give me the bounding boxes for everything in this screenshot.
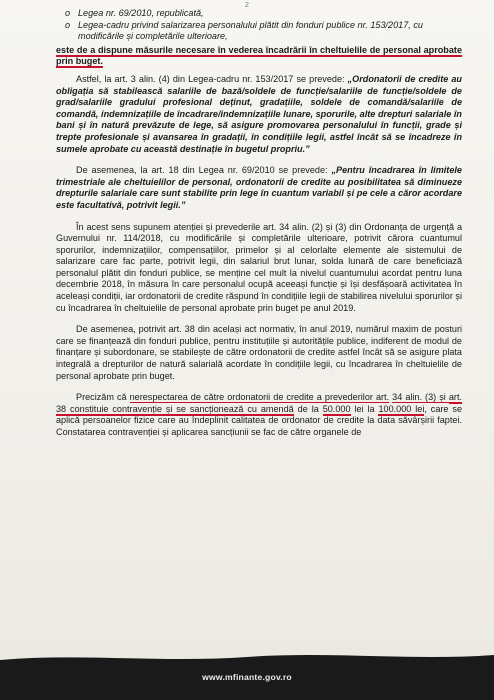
sanction-text-underlined: nerespectarea de către ordonatorii de credite a prevederilor art. (129, 392, 390, 403)
law-list (56, 8, 462, 43)
paragraph-lead: Astfel, la art. 3 alin. (4) din Legea-cadru nr. 153/2017 se prevede: (76, 73, 345, 84)
paragraph-art3 (56, 74, 462, 155)
law-list-item: o Legea-cadru privind salarizarea personalului plătit din fonduri publice nr. 153/2017, cu modificările și completările ulterioare, (78, 20, 462, 43)
law-list-item: o Legea nr. 69/2010, republicată, (78, 8, 462, 20)
footer-bar (0, 660, 494, 700)
paragraph-art38: De asemenea, potrivit art. 38 din același act normativ, în anul 2019, numărul maxim de posturi care se finanțează din fonduri publice, pentru instituțiile și autoritățile publice, indiferent de modul de finanțare și subordonare, se stabilește de către ordonatorii de credite astfel încât să se asigure plata integrală a drepturilor de natură salarială acordate în condițiile legii, cu încadrarea în cheltuielile de personal aprobate prin buget. (56, 324, 462, 381)
paragraph-art18 (56, 165, 462, 211)
sanction-text-underlined: 34 alin. (3) și (392, 392, 449, 403)
intro-conclusion: este de a dispune măsurile necesare în vederea încadrării în cheltuielile de personal aprobate prin buget. (56, 44, 462, 67)
paragraph-art34: În acest sens supunem atenției și prevederile art. 34 alin. (2) și (3) din Ordonanța de urgență a Guvernului nr. 114/2018, cu modificările și completările ulterioare, potrivit cărora cuantumul sporurilor, indemnizațiilor, compensațiilor, primelor și al celorlalte elemente ale sistemului de salarizare care fac parte, potrivit legii, din salariul brut lunar, solda lunară de care beneficiază personalul plătit din fonduri publice, se menține cel mult la nivelul cuantumului acordat pentru luna decembrie 2018, în măsura în care personalul ocupă aceeași funcție și își desfășoară activitatea în aceleași condiții, iar ordonatorii de credite răspund în condițiile legii de stabilirea nivelului sporurilor și cu încadrarea în cheltuielile de personal aprobate prin buget pe anul 2019. (56, 221, 462, 313)
document-body (56, 8, 462, 439)
sanction-text-underlined: art. 38 constituie contravenție și se sancționează cu amendă (56, 392, 462, 414)
page-number: 2 (245, 2, 249, 9)
paragraph-lead: De asemenea, la art. 18 din Legea nr. 69/2010 se prevede: (76, 165, 328, 176)
sanction-text: , care se aplică persoanelor fizice care au îndeplinit calitatea de ordonator de credite la data săvârșirii faptei. Constatarea contravenției și aplicarea sancțiunii se fac de către organele de (56, 403, 462, 437)
quote-art3: „Ordonatorii de credite au obligația să stabilească salariile de bază/soldele de funcție/salariile de funcție/soldele de grad/salariile gradului profesional deținut, gradațiile, soldele de comandă/salariile de comandă, indemnizațiile de încadrare/indemnizațiile lunare, sporurile, alte drepturi salariale în bani și în natură prevăzute de lege, să asigure promovarea personalului în funcții, grade și trepte profesionale și avansarea în gradații, în condițiile legii, astfel încât să se încadreze în sumele aprobate cu această destinație în bugetul propriu.” (56, 73, 462, 154)
quote-art18: „Pentru încadrarea în limitele trimestriale ale cheltuielilor de personal, ordonatorii de credite au posibilitatea să diminueze drepturile salariale care sunt stabilite prin lege în cuantum variabil și pe cele a căror acordare este facultativă, potrivit legii.” (56, 165, 462, 210)
sanction-text: Precizăm că (76, 392, 130, 403)
fine-max-amount: 100.000 lei (378, 403, 425, 414)
paragraph-sanctions (56, 392, 462, 438)
footer-url: www.mfinante.gov.ro (202, 672, 292, 682)
sanction-text: lei la (350, 403, 379, 414)
fine-min-amount: 50.000 (322, 403, 351, 414)
sanction-text: de la (297, 403, 323, 414)
